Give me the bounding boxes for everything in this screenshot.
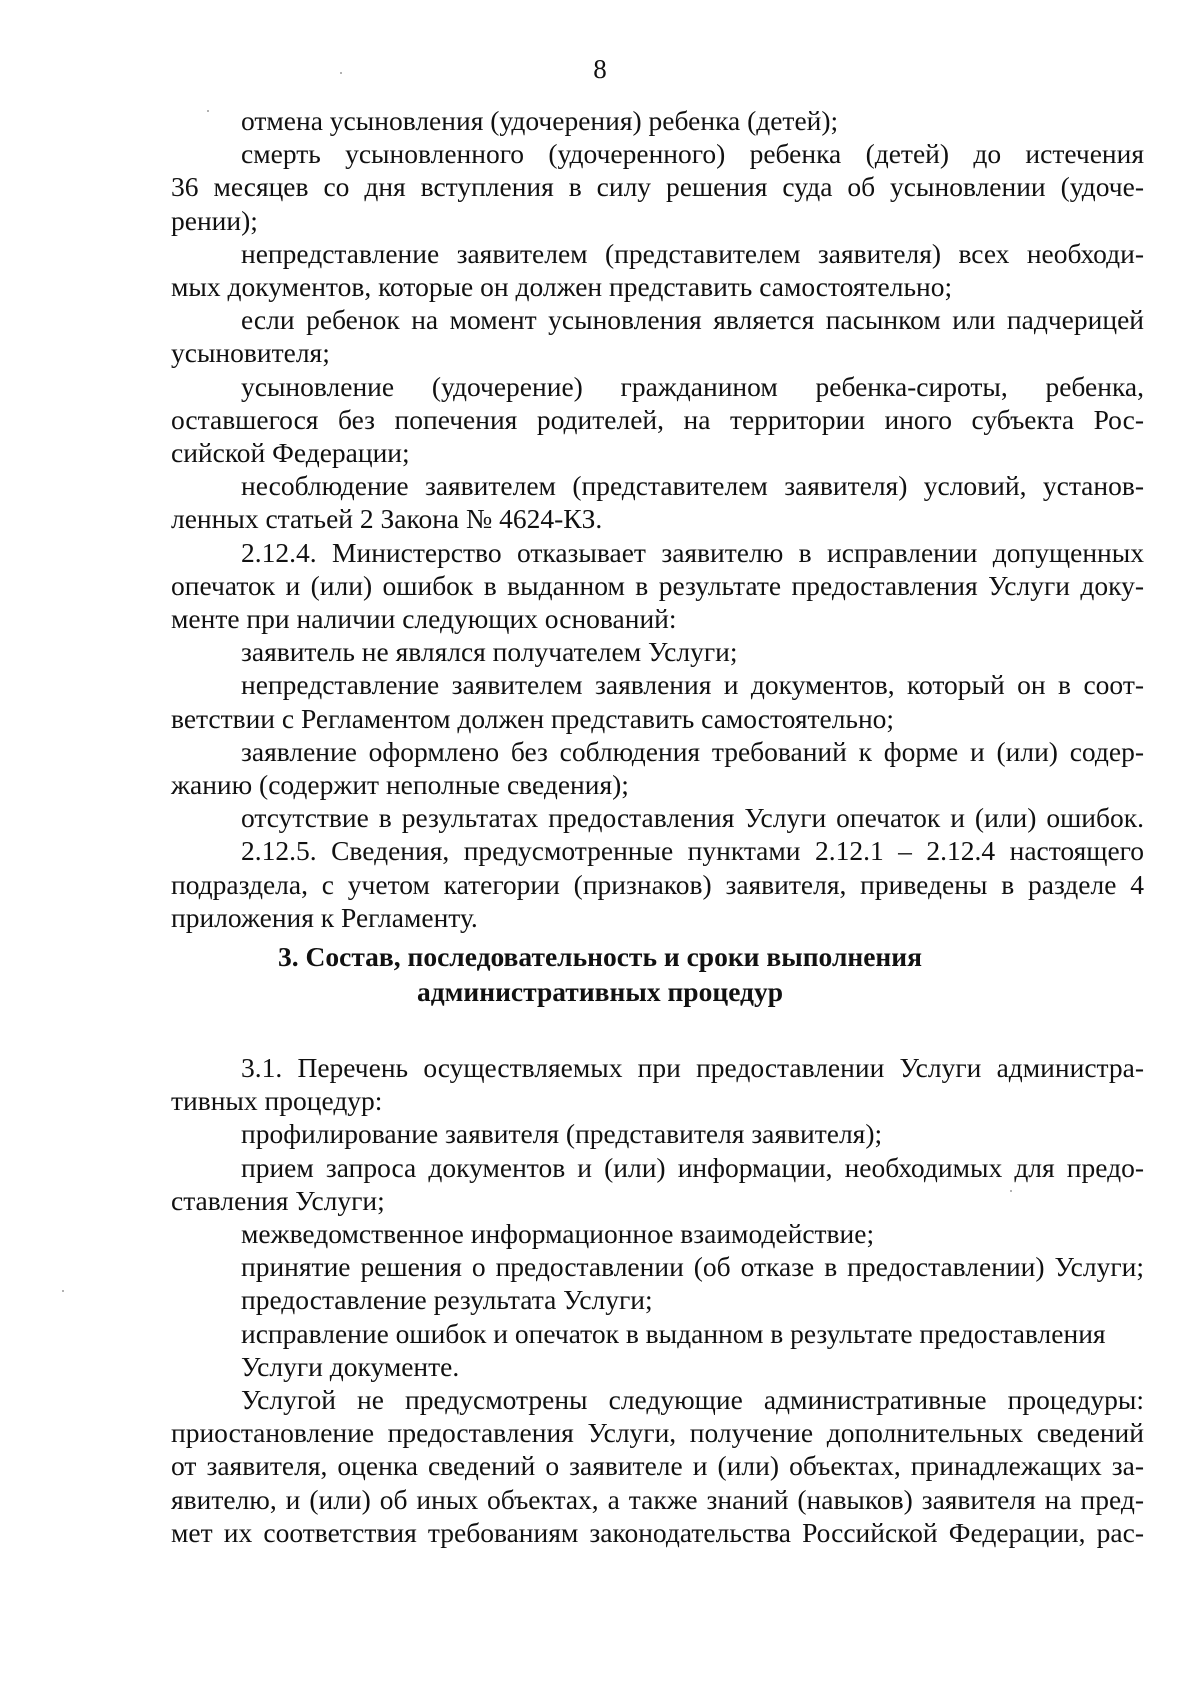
- text-line: явителю, и (или) об иных объектах, а также знаний (навыков) заявителя на пред-: [171, 1483, 1144, 1515]
- text-line: мых документов, которые он должен представить самостоятельно;: [171, 271, 953, 302]
- text-line: отмена усыновления (удочерения) ребенка (детей);: [241, 105, 839, 136]
- text-line: предоставление результата Услуги;: [241, 1284, 653, 1316]
- scan-speck: [1010, 1190, 1012, 1192]
- text-line: подраздела, с учетом категории (признаков) заявителя, приведены в разделе 4: [171, 868, 1144, 900]
- text-line: Услуги документе.: [241, 1350, 460, 1382]
- text-line: рении);: [171, 204, 258, 236]
- text-line: если ребенок на момент усыновления является пасынком или падчерицей: [241, 304, 1144, 336]
- text-line: Услугой не предусмотрены следующие административные процедуры:: [241, 1384, 1144, 1415]
- scan-speck: [340, 72, 342, 74]
- text-line: менте при наличии следующих оснований:: [171, 603, 677, 634]
- text-line: опечаток и (или) ошибок в выданном в результате предоставления Услуги доку-: [171, 569, 1144, 601]
- page-number: 8: [593, 54, 607, 84]
- text-line: усыновление (удочерение) гражданином ребенка-сироты, ребенка,: [241, 370, 1144, 402]
- text-line: ленных статьей 2 Закона № 4624-КЗ.: [171, 503, 603, 535]
- text-line: приложения к Регламенту.: [171, 901, 478, 933]
- text-line: тивных процедур:: [171, 1085, 383, 1117]
- text-line: ставления Услуги;: [171, 1184, 385, 1216]
- text-line: сийской Федерации;: [171, 437, 410, 468]
- text-line: усыновителя;: [171, 337, 330, 369]
- text-line: смерть усыновленного (удочеренного) ребенка (детей) до истечения: [241, 138, 1144, 170]
- text-line: приостановление предоставления Услуги, получение дополнительных сведений: [171, 1417, 1144, 1449]
- scan-speck: [207, 110, 209, 112]
- text-line: оставшегося без попечения родителей, на территории иного субъекта Рос-: [171, 403, 1144, 435]
- text-line: профилирование заявителя (представителя заявителя);: [241, 1118, 883, 1150]
- text-line: жанию (содержит неполные сведения);: [171, 769, 629, 800]
- text-line: принятие решения о предоставлении (об отказе в предоставлении) Услуги;: [241, 1251, 1144, 1283]
- text-line: 36 месяцев со дня вступления в силу решения суда об усыновлении (удоче-: [171, 171, 1144, 203]
- text-line: заявитель не являлся получателем Услуги;: [241, 636, 738, 668]
- text-line: межведомственное информационное взаимодействие;: [241, 1218, 875, 1249]
- text-line: непредставление заявителем (представителем заявителя) всех необходи-: [241, 237, 1144, 269]
- text-line: 3.1. Перечень осуществляемых при предоставлении Услуги администра-: [241, 1052, 1144, 1083]
- text-line: заявление оформлено без соблюдения требований к форме и (или) содер-: [241, 735, 1144, 767]
- section-heading: 3. Состав, последовательность и сроки выполнения: [278, 941, 922, 972]
- scan-speck: [62, 1290, 64, 1292]
- text-line: ветствии с Регламентом должен представить самостоятельно;: [171, 702, 895, 734]
- text-line: мет их соответствия требованиям законодательства Российской Федерации, рас-: [171, 1516, 1144, 1548]
- section-heading: административных процедур: [417, 976, 783, 1007]
- text-line: исправление ошибок и опечаток в выданном в результате предоставления: [241, 1317, 1106, 1349]
- text-line: 2.12.5. Сведения, предусмотренные пунктами 2.12.1 – 2.12.4 настоящего: [241, 835, 1144, 867]
- text-line: от заявителя, оценка сведений о заявителе и (или) объектах, принадлежащих за-: [171, 1450, 1144, 1482]
- text-line: отсутствие в результатах предоставления Услуги опечаток и (или) ошибок.: [241, 802, 1144, 834]
- text-line: прием запроса документов и (или) информации, необходимых для предо-: [241, 1151, 1144, 1183]
- text-line: 2.12.4. Министерство отказывает заявителю в исправлении допущенных: [241, 536, 1144, 568]
- text-line: несоблюдение заявителем (представителем заявителя) условий, установ-: [241, 470, 1144, 502]
- text-line: непредставление заявителем заявления и документов, который он в соот-: [241, 669, 1144, 701]
